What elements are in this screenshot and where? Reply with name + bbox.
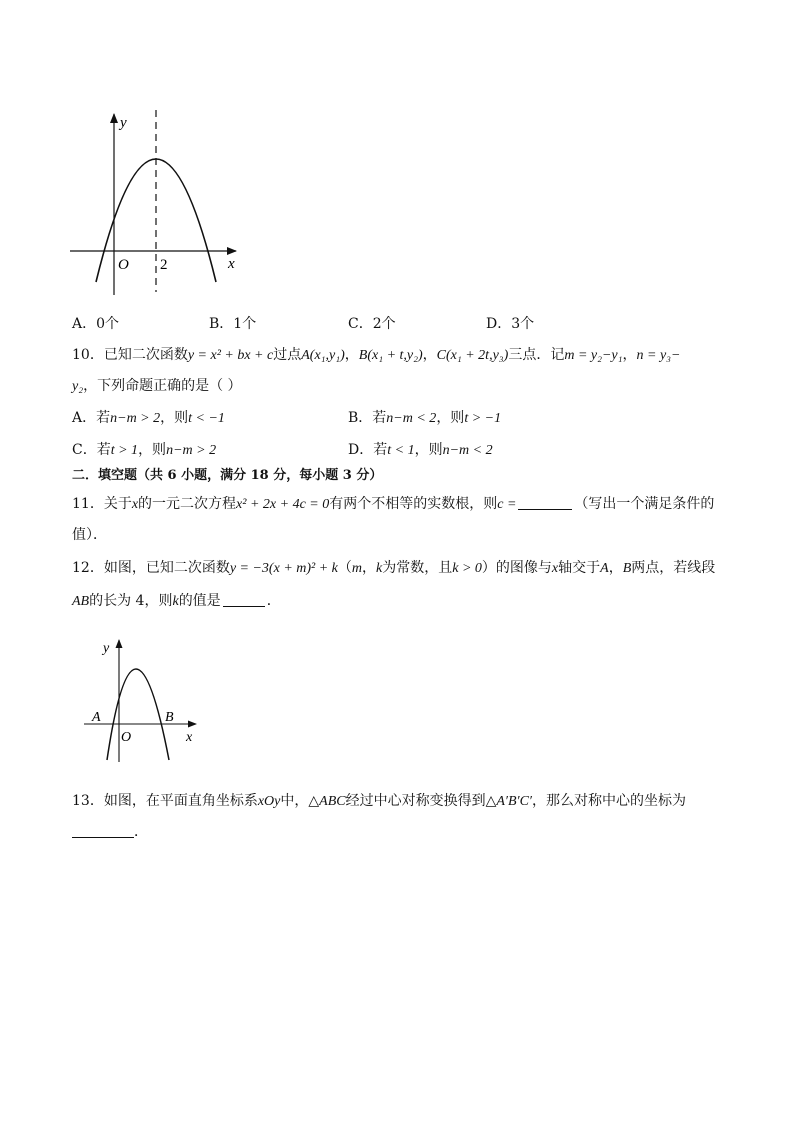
q12-line-2: AB的长为 4，则k的值是 ． [72,593,281,609]
q11-equation: x² + 2x + 4c = 0 [236,497,330,512]
q10-y2: y₂ [72,379,84,394]
q12-function: y = −3(x + m)² + k [229,561,338,576]
q10-point-a: A(x₁,y₁) [301,348,345,363]
q11-line-1: 11．关于x的一元二次方程x² + 2x + 4c = 0有两个不相等的实数根，则c = （写出一个满足条件的 [72,496,715,512]
q10-option-b: B．若n−m < 2，则t > −1 [348,410,502,426]
q13-triangle-abc: △ABC [308,794,346,809]
q12-line-1: 12．如图，已知二次函数y = −3(x + m)² + k（m，k为常数，且k > 0）的图像与x轴交于A，B两点，若线段 [72,560,716,576]
q12-answer-blank [223,592,265,607]
q10-text: ，下列命题正确的是（ ） [83,378,242,394]
q11-answer-blank [518,495,572,510]
parabola-curve [107,669,169,760]
point-b-label: B [165,710,174,725]
q10-m-definition: m = y₂−y₁ [564,348,623,363]
q10-function: y = x² + bx + c [187,348,274,363]
q10-n-definition: n = y₃− [636,348,681,363]
figure-parabola-ab [80,630,210,770]
q10-point-c: C(x₁ + 2t,y₃) [436,348,509,363]
q9-option-d: D．3个 [486,316,535,332]
q10-option-a: A．若n−m > 2，则t < −1 [72,410,225,426]
q10-text: ， [422,347,437,363]
q10-text: 10．已知二次函数 [72,347,188,363]
y-axis-label: y [120,115,127,131]
point-a-label: A [92,710,101,725]
origin-label: O [118,257,129,273]
origin-label: O [121,730,132,745]
y-axis-label: y [103,641,110,656]
q9-option-c: C．2个 [348,316,396,332]
q10-line-2 [72,377,242,396]
tick-label-2: 2 [160,257,168,273]
q11-line-2: 值）． [72,527,107,543]
x-axis-label: x [186,730,193,745]
section-title: 二．填空题（共 6 小题，满分 18 分，每小题 3 分） [72,468,383,483]
x-axis-label: x [228,256,235,272]
q13-triangle-image: △A′B′C′ [485,794,532,809]
figure-parabola-vertex [60,100,260,300]
q10-text: ， [344,347,359,363]
q10-text: 过点 [273,347,302,363]
q10-point-b: B(x₁ + t,y₂) [358,348,423,363]
q10-line-1 [72,346,680,365]
q10-option-c: C．若t > 1，则n−m > 2 [72,442,217,458]
q10-text: ， [622,347,637,363]
q13-line-1: 13．如图，在平面直角坐标系xOy中，△ABC经过中心对称变换得到△A′B′C′，那么对称中心的坐标为 [72,793,686,809]
q9-option-a: A．0个 [72,316,120,332]
q13-line-2: ． [72,823,148,841]
q10-option-d: D．若t < 1，则n−m < 2 [348,442,493,458]
q10-text: 三点．记 [508,347,565,363]
q13-answer-blank [72,823,134,838]
q9-option-b: B．1个 [209,316,257,332]
